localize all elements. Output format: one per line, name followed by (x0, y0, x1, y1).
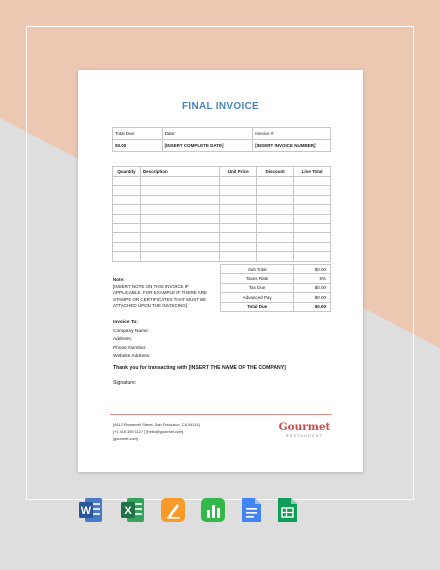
total-due-value: $0.00 (294, 302, 331, 311)
note-line: APPLICABLE, FOR EXAMPLE IF THERE ARE (113, 290, 207, 295)
totals-table (220, 264, 331, 312)
line-item-row (113, 177, 331, 186)
excel-icon[interactable] (120, 496, 146, 524)
phone-number-field: Phone Number: (113, 345, 147, 351)
line-item-row (113, 205, 331, 214)
gourmet-logo (277, 421, 332, 438)
advanced-pay-value: $0.00 (294, 293, 331, 302)
invoice-note (113, 277, 208, 310)
col-description: Description (140, 167, 219, 177)
date-label: Date: (162, 128, 253, 140)
total-due-label: Total Due (221, 302, 294, 311)
invoice-number-value: [INSERT INVOICE NUMBER] (253, 140, 331, 152)
note-line: STAMPS OR CERTIFICATES THAT MUST BE (113, 296, 207, 302)
line-item-row (113, 242, 331, 251)
company-name-field: Company Name: (113, 328, 149, 334)
svg-text:X: X (124, 505, 132, 517)
thank-you-text: Thank you for transacting with [INSERT THE NAME OF THE COMPANY] (113, 365, 286, 371)
note-line: ATTACHED UPON THE INVOICING] (113, 303, 188, 308)
footer-divider (110, 414, 332, 415)
footer-website: [gourmet.com] (113, 436, 138, 442)
line-item-row (113, 214, 331, 223)
totals-row (221, 265, 331, 274)
totals-row (221, 293, 331, 302)
google-docs-icon[interactable] (238, 496, 264, 524)
line-item-row (113, 223, 331, 232)
header-label-row (113, 128, 331, 140)
advanced-pay-label: Advanced Pay (221, 293, 294, 302)
total-due-value: $0.00 (113, 140, 163, 152)
date-value: [INSERT COMPLETE DATE] (162, 140, 253, 152)
taxes-rate-value: 5% (294, 274, 331, 283)
google-sheets-icon[interactable] (274, 496, 300, 524)
svg-text:W: W (80, 505, 92, 517)
tax-due-value: $0.00 (294, 283, 331, 292)
line-item-row (113, 252, 331, 261)
address-field: Address: (113, 337, 132, 343)
invoice-header-table (112, 127, 331, 152)
header-value-row (113, 140, 331, 152)
col-unit-price: Unit Price (220, 167, 257, 177)
invoice-document (78, 70, 363, 472)
invoice-to-section (113, 319, 150, 362)
line-items-header (113, 167, 331, 177)
invoice-to-label: Invoice To: (113, 320, 138, 325)
brand-subtitle: RESTAURANT (285, 434, 324, 438)
col-quantity: Quantity (113, 167, 141, 177)
line-items-table (112, 166, 331, 262)
line-item-row (113, 233, 331, 242)
invoice-title: FINAL INVOICE (181, 101, 260, 112)
line-item-row (113, 186, 331, 195)
sub-total-label: Sub Total (221, 265, 294, 274)
note-line: [INSERT NOTE ON THIS INVOICE IF (113, 283, 189, 289)
totals-row (221, 283, 331, 292)
signature-label: Signature: (113, 380, 137, 386)
website-address-field: Website Address: (113, 354, 151, 360)
totals-row (221, 302, 331, 311)
col-discount: Discount (257, 167, 294, 177)
footer-contact (113, 421, 200, 443)
line-item-row (113, 195, 331, 204)
brand-name: Gourmet (278, 421, 331, 433)
col-line-total: Line Total (294, 167, 331, 177)
pages-icon[interactable] (160, 496, 186, 524)
totals-row (221, 274, 331, 283)
footer-address: [4412 Roosevelt Street, San Francisco, CA 94114] (113, 422, 200, 427)
invoice-number-label: Invoice #: (253, 128, 331, 140)
numbers-icon[interactable] (200, 496, 226, 524)
total-due-label: Total Due: (113, 128, 163, 140)
word-icon[interactable] (78, 496, 104, 524)
note-label: Note: (113, 277, 125, 282)
footer-phone-email: [+1 415 359 1127 ] [hello@gourmet.com] (113, 429, 184, 435)
tax-due-label: Tax Due (221, 283, 294, 292)
taxes-rate-label: Taxes Rate (221, 274, 294, 283)
sub-total-value: $0.00 (294, 265, 331, 274)
